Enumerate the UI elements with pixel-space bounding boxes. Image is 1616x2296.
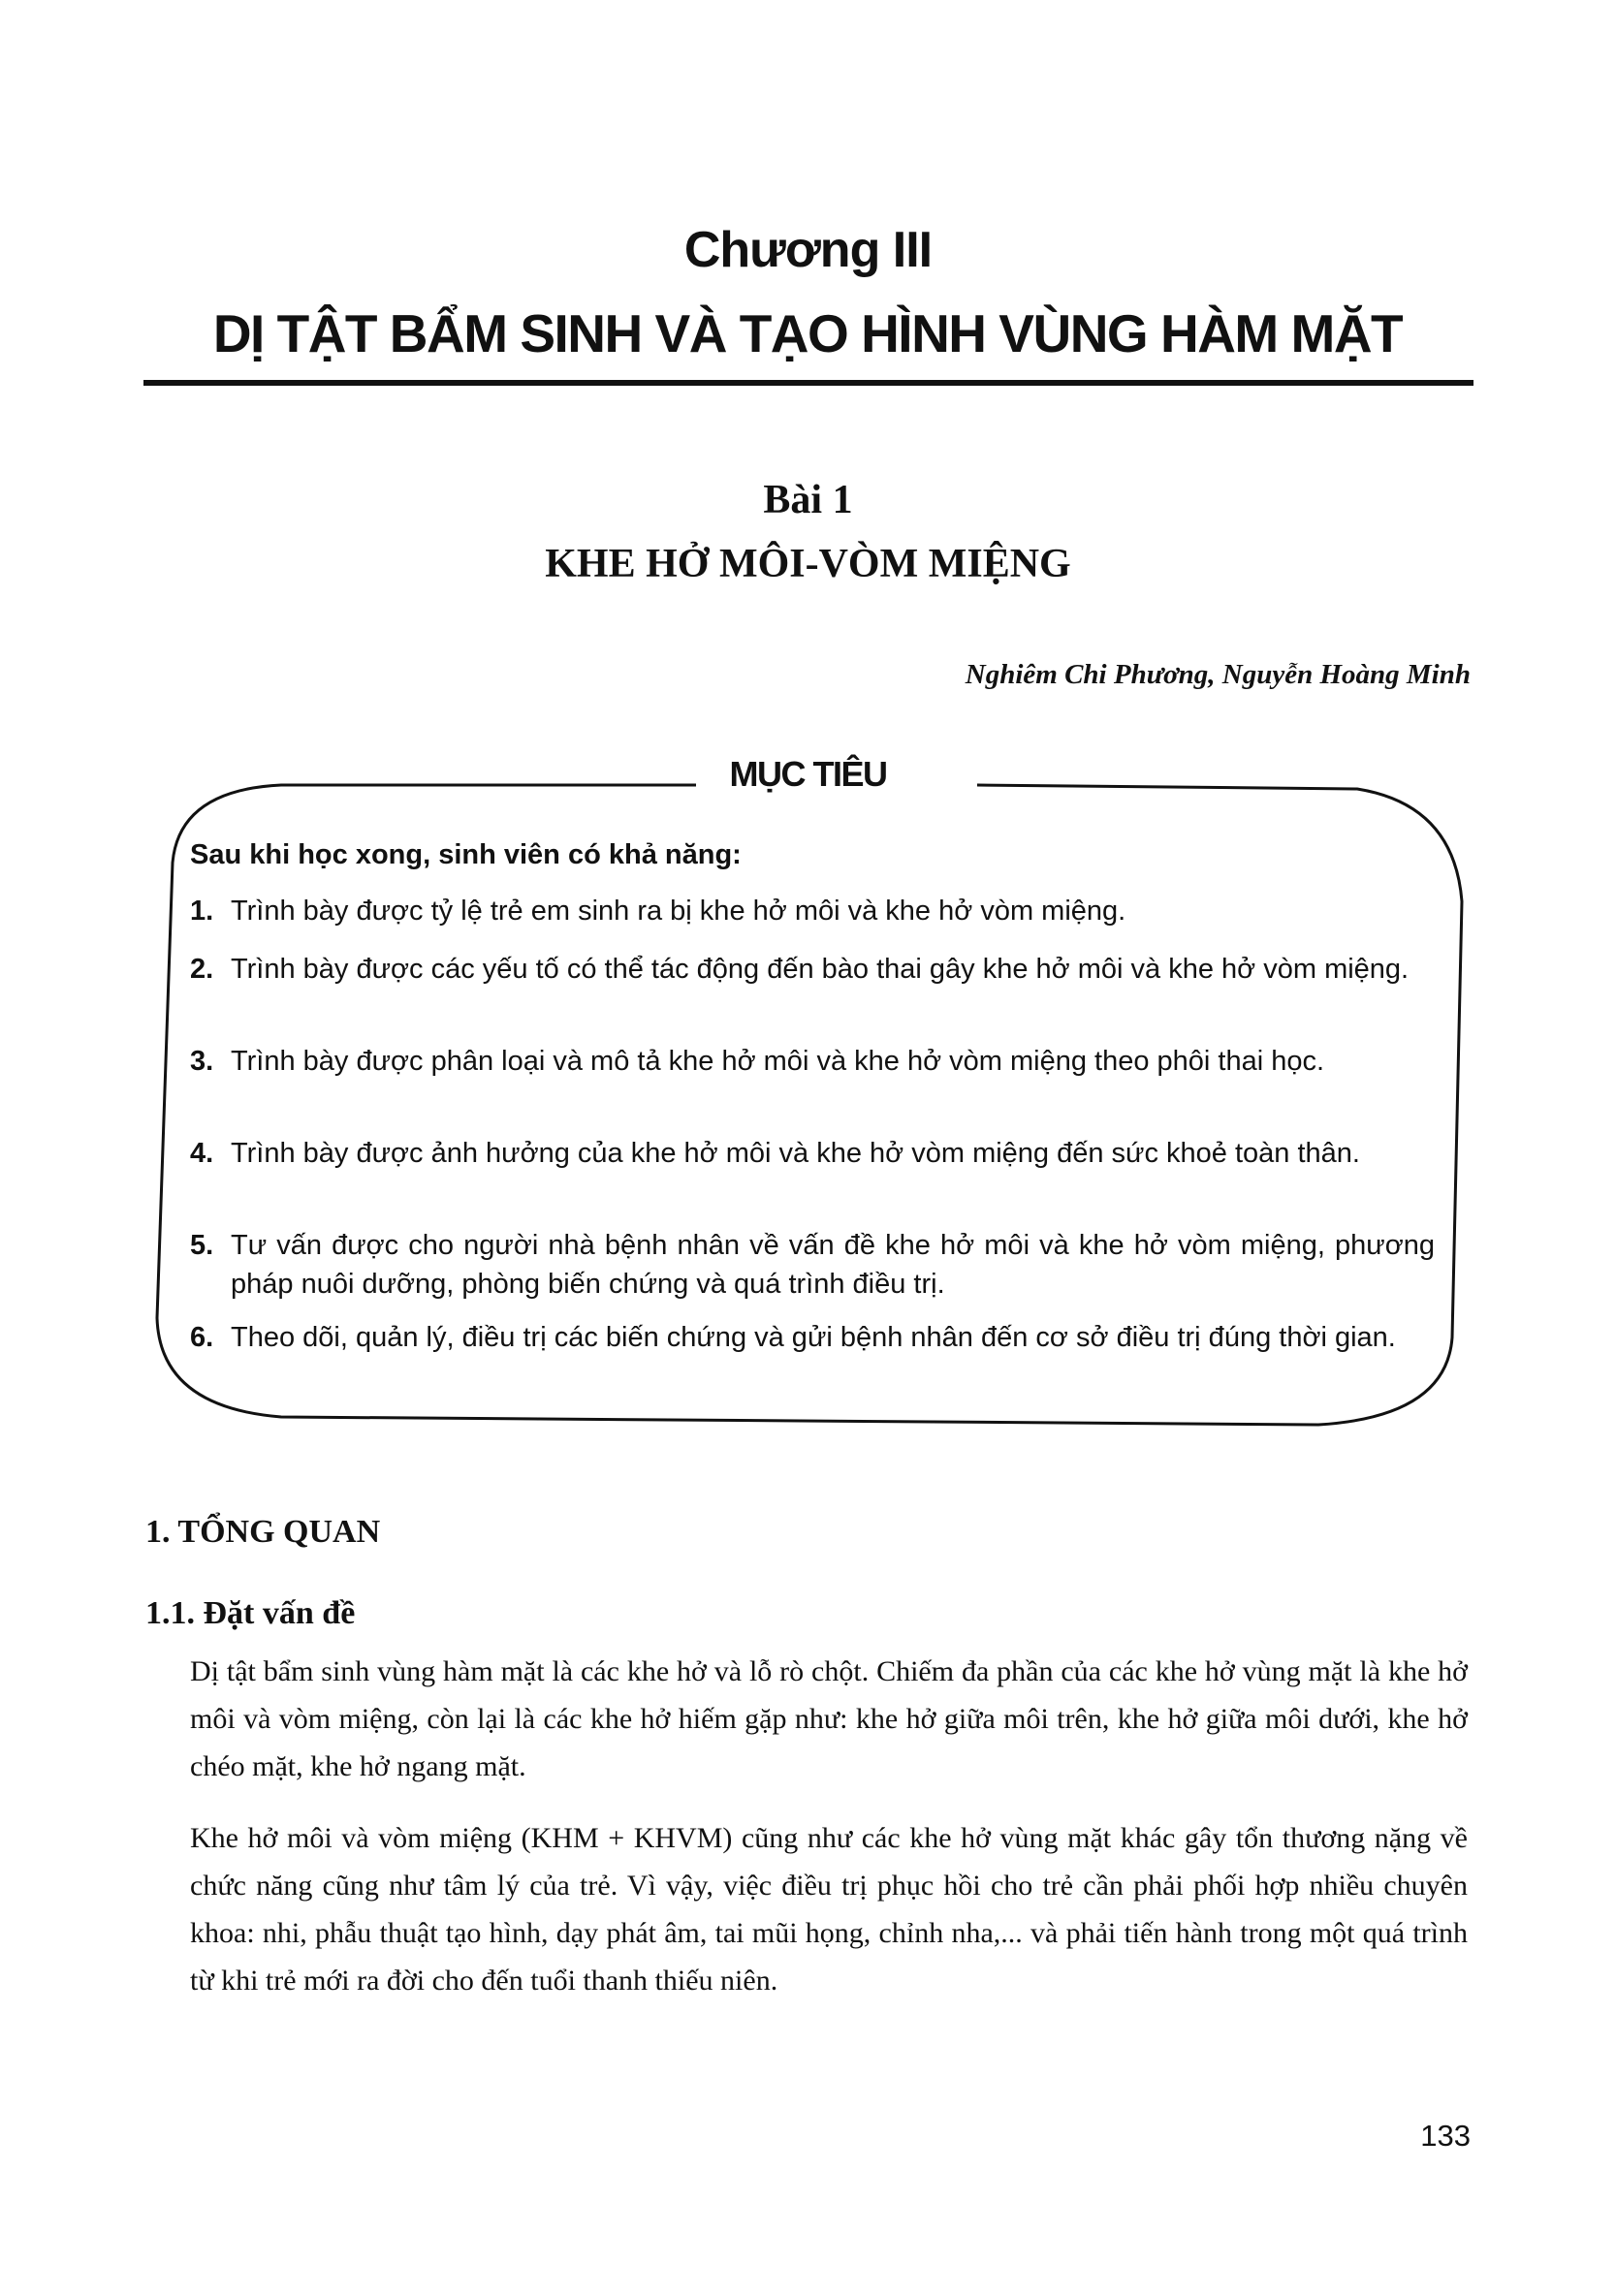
objective-item <box>190 1134 1435 1173</box>
objective-number: 2. <box>190 954 214 985</box>
lesson-number: Bài 1 <box>763 478 853 522</box>
objective-text: Trình bày được phân loại và mô tả khe hở môi và khe hở vòm miệng theo phôi thai học. <box>231 1046 1325 1077</box>
objective-number: 3. <box>190 1046 214 1077</box>
chapter-title: DỊ TẬT BẨM SINH VÀ TẠO HÌNH VÙNG HÀM MẶT <box>212 303 1403 363</box>
objectives-heading: MỤC TIÊU <box>729 754 887 794</box>
objective-item <box>190 1226 1435 1304</box>
authors: Nghiêm Chi Phương, Nguyễn Hoàng Minh <box>965 659 1471 690</box>
section-heading: 1. TỔNG QUAN <box>145 1514 381 1550</box>
objectives-intro: Sau khi học xong, sinh viên có khả năng: <box>190 839 742 870</box>
objective-item <box>190 892 1435 930</box>
objective-number: 5. <box>190 1230 214 1261</box>
objective-text: Tư vấn được cho người nhà bệnh nhân về vấn đề khe hở môi và khe hở vòm miệng, phương pháp nuôi dưỡng, phòng biến chứng và quá trình điều trị. <box>231 1230 1435 1300</box>
objective-item <box>190 1042 1435 1081</box>
objective-number: 1. <box>190 896 214 927</box>
objective-text: Trình bày được các yếu tố có thể tác động đến bào thai gây khe hở môi và khe hở vòm miệng. <box>231 954 1410 985</box>
objective-item <box>190 950 1435 989</box>
objective-number: 4. <box>190 1138 214 1169</box>
chapter-label: Chương III <box>683 222 933 278</box>
page-number: 133 <box>1420 2119 1471 2153</box>
paragraph: Khe hở môi và vòm miệng (KHM + KHVM) cũng như các khe hở vùng mặt khác gây tổn thương nặng về chức năng cũng như tâm lý của trẻ. Vì vậy, việc điều trị phục hồi cho trẻ cần phải phối hợp nhiều chuyên khoa: nhi, phẫu thuật tạo hình, dạy phát âm, tai mũi họng, chỉnh nha,... và phải tiến hành trong một quá trình từ khi trẻ mới ra đời cho đến tuổi thanh thiếu niên. <box>190 1822 1468 1997</box>
objective-number: 6. <box>190 1322 214 1353</box>
objective-text: Theo dõi, quản lý, điều trị các biến chứng và gửi bệnh nhân đến cơ sở điều trị đúng thời gian. <box>231 1322 1396 1353</box>
objective-item <box>190 1318 1435 1357</box>
objective-text: Trình bày được tỷ lệ trẻ em sinh ra bị khe hở môi và khe hở vòm miệng. <box>231 896 1126 927</box>
subsection-heading: 1.1. Đặt vấn đề <box>145 1595 356 1631</box>
lesson-title: KHE HỞ MÔI-VÒM MIỆNG <box>545 542 1071 586</box>
paragraph: Dị tật bẩm sinh vùng hàm mặt là các khe hở và lỗ rò chột. Chiếm đa phần của các khe hở vùng mặt là khe hở môi và vòm miệng, còn lại là các khe hở hiếm gặp như: khe hở giữa môi trên, khe hở giữa môi dưới, khe hở chéo mặt, khe hở ngang mặt. <box>190 1655 1468 1782</box>
objective-text: Trình bày được ảnh hưởng của khe hở môi và khe hở vòm miệng đến sức khoẻ toàn thân. <box>231 1138 1360 1169</box>
